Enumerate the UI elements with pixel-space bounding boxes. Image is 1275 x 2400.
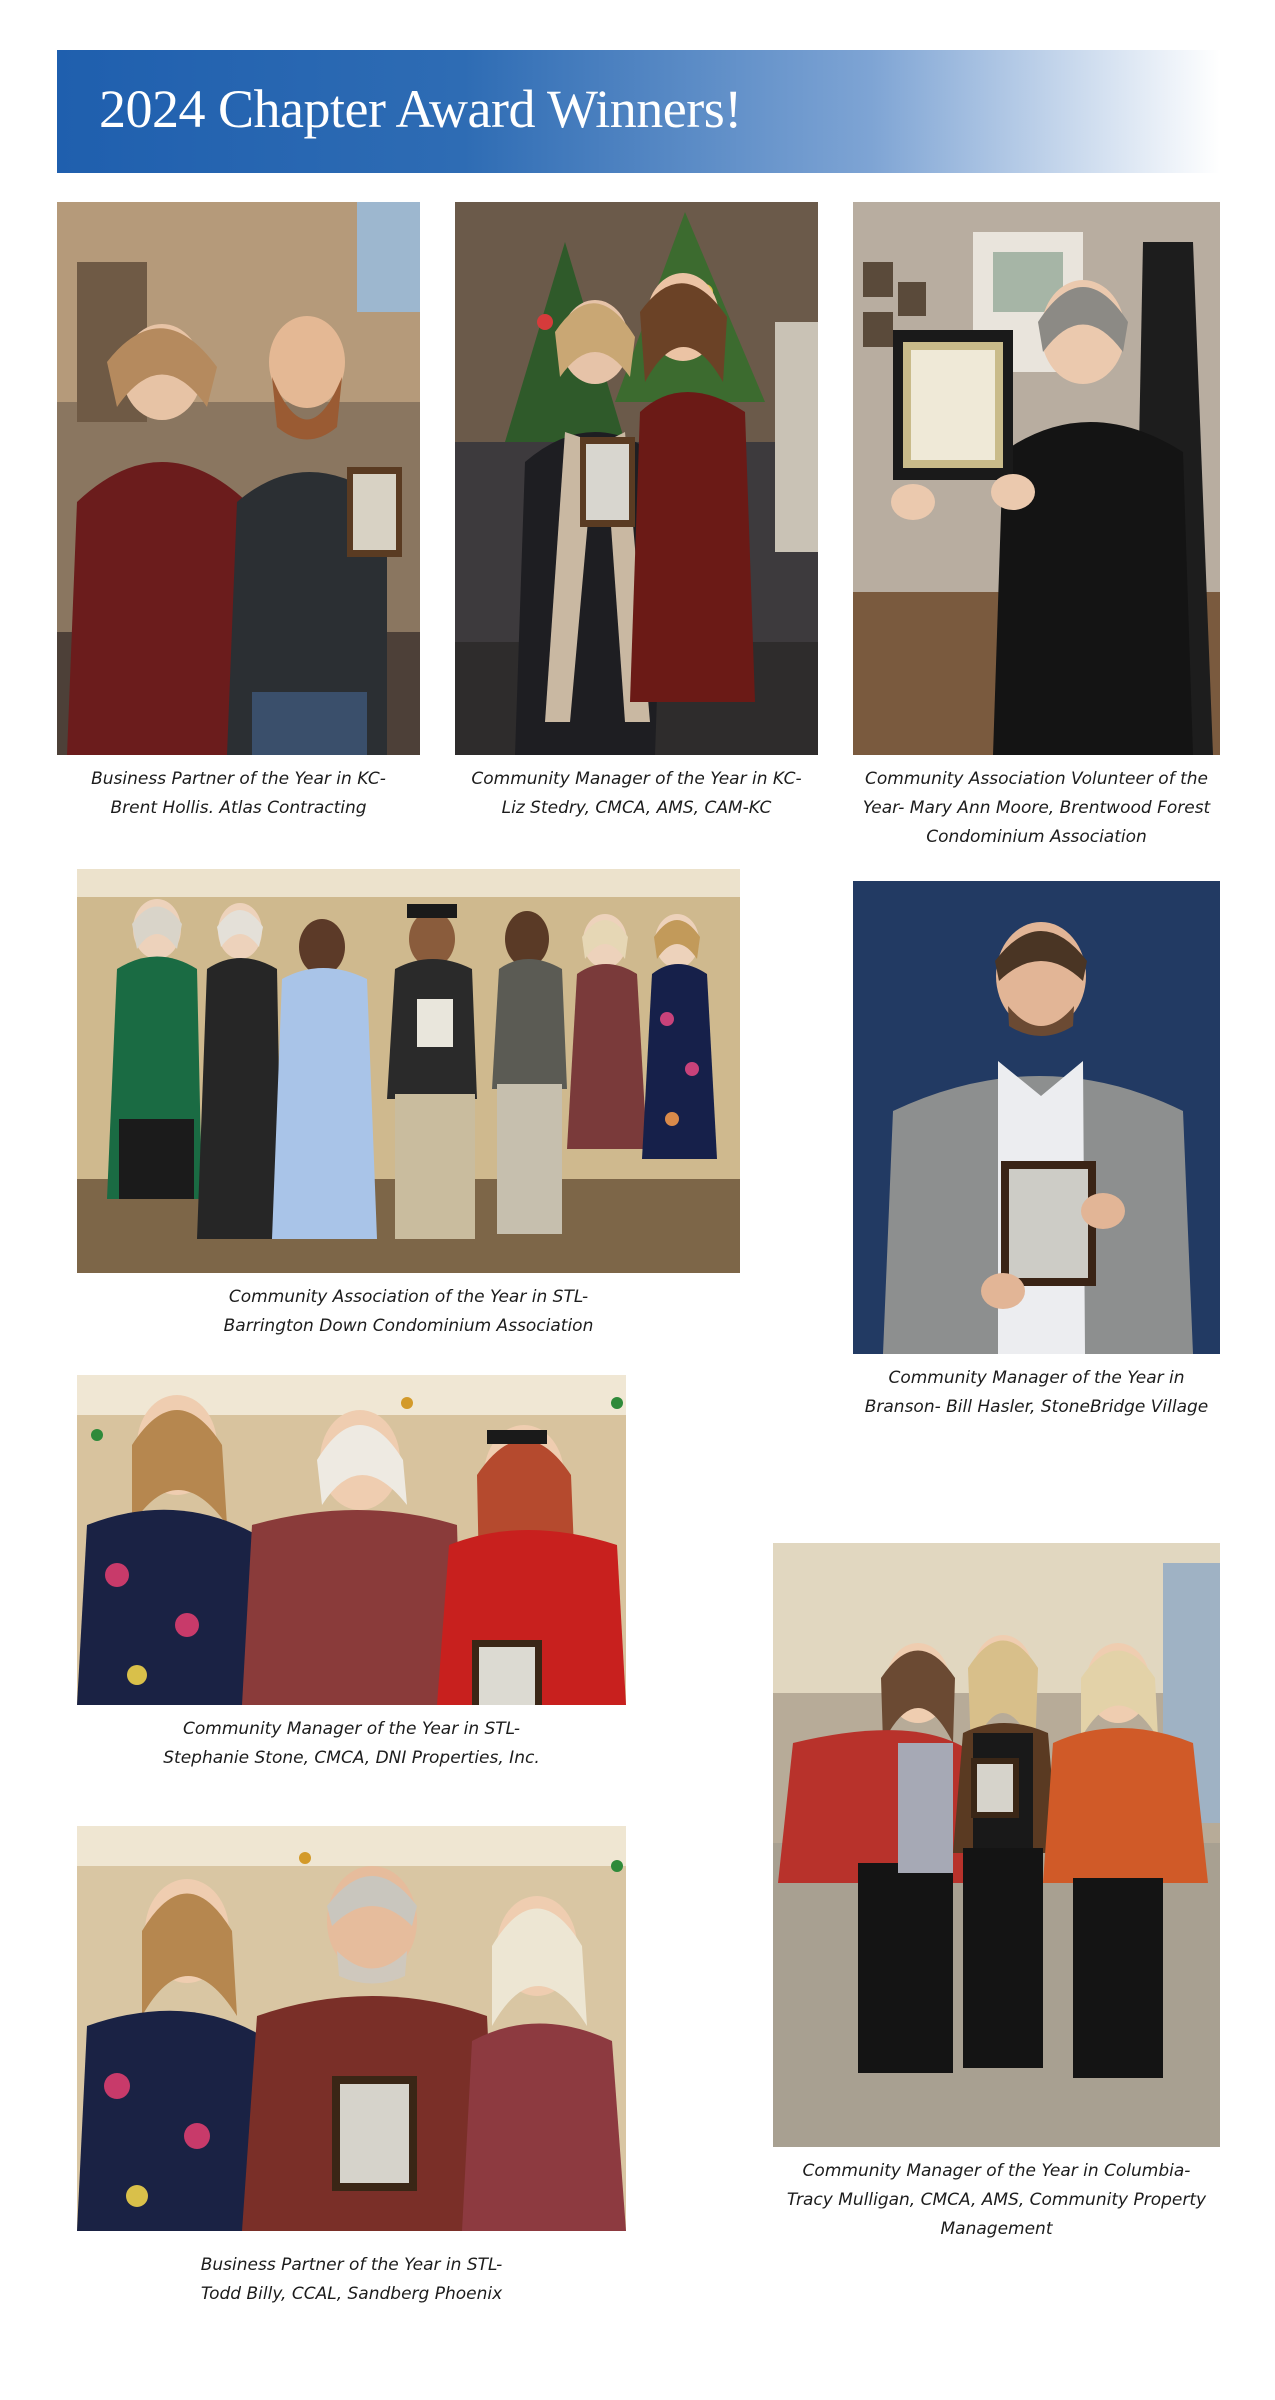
group-photo-icon [77,1826,626,2231]
award-caption-columbia-manager: Community Manager of the Year in Columbia- Tracy Mulligan, CMCA, AMS, Community Property Management [786,2161,1207,2239]
award-photo-columbia-manager [773,1543,1220,2147]
award-caption-kc-community-manager: Community Manager of the Year in KC- Liz Stedry, CMCA, AMS, CAM-KC [471,769,802,818]
award-caption-kc-business-partner: Business Partner of the Year in KC- Brent Hollis. Atlas Contracting [91,769,386,818]
person-with-plaque-photo-icon [853,202,1220,755]
title-banner [57,50,1220,173]
group-photo-icon [77,869,740,1273]
award-photo-stl-manager [77,1375,626,1705]
award-photo-kc-business-partner [57,202,420,755]
person-with-plaque-photo-icon [853,881,1220,1354]
award-photo-branson-manager [853,881,1220,1354]
group-photo-icon [455,202,818,755]
award-caption-branson-manager: Community Manager of the Year in Branson- Bill Hasler, StoneBridge Village [864,1368,1209,1417]
award-photo-kc-community-manager [455,202,818,755]
group-photo-icon [773,1543,1220,2147]
award-caption-stl-association: Community Association of the Year in STL- Barrington Down Condominium Association [223,1287,594,1336]
page-title: 2024 Chapter Award Winners! [99,79,742,139]
award-photo-volunteer [853,202,1220,755]
award-caption-stl-manager: Community Manager of the Year in STL- Stephanie Stone, CMCA, DNI Properties, Inc. [163,1719,540,1768]
award-photo-stl-business-partner [77,1826,626,2231]
award-photo-stl-association [77,869,740,1273]
award-caption-volunteer: Community Association Volunteer of the Year- Mary Ann Moore, Brentwood Forest Condominium Association [862,769,1211,847]
award-caption-stl-business-partner: Business Partner of the Year in STL- Todd Billy, CCAL, Sandberg Phoenix [200,2255,503,2304]
group-photo-icon [57,202,420,755]
group-photo-icon [77,1375,626,1705]
